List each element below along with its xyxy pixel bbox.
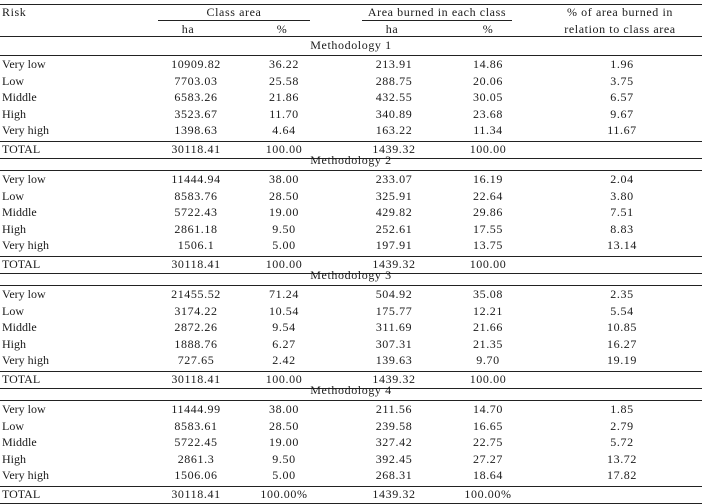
- table-cell: 17.82: [607, 468, 637, 482]
- total-cell: 100.00: [265, 371, 303, 386]
- table-cell: 5.00: [272, 238, 296, 252]
- table-row-label: Very low: [2, 172, 46, 186]
- header-ha-burned: ha: [385, 22, 399, 36]
- table-cell: 19.00: [269, 205, 299, 219]
- methodology-4-bottom-rule: [0, 503, 702, 504]
- total-cell: 1439.32: [372, 486, 416, 501]
- table-cell: 9.50: [272, 221, 296, 236]
- total-cell: 30118.41: [171, 256, 221, 271]
- total-cell: 30118.41: [171, 486, 221, 501]
- table-cell: 8583.76: [174, 188, 218, 203]
- table-cell: 16.27: [607, 336, 637, 351]
- table-row-label: Middle: [2, 90, 37, 104]
- table-cell: 2861.18: [174, 221, 218, 236]
- total-cell: 1439.32: [372, 141, 416, 156]
- table-cell: 5.00: [272, 468, 296, 482]
- table-cell: 5722.43: [174, 205, 218, 219]
- table-cell: 4.64: [272, 123, 296, 137]
- table-cell: 20.06: [473, 73, 503, 88]
- methodology-3-total-rule: [0, 371, 702, 372]
- table-row-label: Low: [2, 418, 24, 433]
- total-cell: 100.00%: [260, 486, 308, 501]
- table-cell: 30.05: [473, 90, 503, 104]
- table-cell: 268.31: [375, 468, 413, 482]
- table-cell: 392.45: [375, 451, 413, 466]
- table-cell: 1398.63: [174, 123, 218, 137]
- table-cell: 36.22: [269, 57, 299, 71]
- table-row-label: Middle: [2, 435, 37, 449]
- table-cell: 18.64: [473, 468, 503, 482]
- table-cell: 432.55: [375, 90, 413, 104]
- table-cell: 311.69: [375, 320, 413, 334]
- table-cell: 727.65: [177, 353, 215, 367]
- table-cell: 13.14: [607, 238, 637, 252]
- total-cell: 100.00: [265, 141, 303, 156]
- header-pct-class: %: [276, 22, 288, 36]
- table-cell: 23.68: [473, 106, 503, 121]
- table-row-label: Very high: [2, 238, 49, 252]
- table-cell: 307.31: [375, 336, 413, 351]
- total-row-label: TOTAL: [2, 256, 41, 271]
- table-row-label: Very high: [2, 468, 49, 482]
- total-cell: 30118.41: [171, 141, 221, 156]
- table-row-label: High: [2, 221, 26, 236]
- table-cell: 21455.52: [171, 287, 221, 301]
- total-row-label: TOTAL: [2, 371, 41, 386]
- total-cell: 100.00%: [464, 486, 512, 501]
- table-cell: 8.83: [610, 221, 634, 236]
- table-cell: 5722.45: [174, 435, 218, 449]
- methodology-4-title-rule: [0, 400, 702, 401]
- table-cell: 16.19: [473, 172, 503, 186]
- table-cell: 6.57: [610, 90, 634, 104]
- table-cell: 504.92: [375, 287, 413, 301]
- table-cell: 2.04: [610, 172, 634, 186]
- table-cell: 38.00: [269, 172, 299, 186]
- methodology-2-title: Methodology 2: [310, 153, 392, 167]
- table-cell: 29.86: [473, 205, 503, 219]
- table-row-label: High: [2, 336, 26, 351]
- methodology-1-title-rule: [0, 55, 702, 56]
- table-cell: 197.91: [375, 238, 413, 252]
- table-cell: 28.50: [269, 418, 299, 433]
- methodology-3-title: Methodology 3: [310, 268, 392, 282]
- table-row-label: Middle: [2, 205, 37, 219]
- table-cell: 1888.76: [174, 336, 218, 351]
- table-cell: 16.65: [473, 418, 503, 433]
- table-cell: 10.85: [607, 320, 637, 334]
- header-class-area: Class area: [206, 5, 262, 19]
- table-cell: 22.75: [473, 435, 503, 449]
- methodology-4-title: Methodology 4: [310, 383, 392, 397]
- header-bottom-rule: [0, 36, 702, 37]
- table-cell: 3174.22: [174, 303, 218, 318]
- table-cell: 429.82: [375, 205, 413, 219]
- total-cell: 100.00: [469, 256, 507, 271]
- header-area-burned: Area burned in each class: [367, 5, 507, 19]
- header-percent-burned-line1: % of area burned in: [566, 5, 674, 19]
- table-cell: 233.07: [375, 172, 413, 186]
- table-cell: 11.70: [269, 106, 299, 121]
- table-cell: 2.79: [610, 418, 634, 433]
- table-cell: 13.75: [473, 238, 503, 252]
- header-risk: Risk: [2, 5, 27, 19]
- table-cell: 13.72: [607, 451, 637, 466]
- table-cell: 2872.26: [174, 320, 218, 334]
- table-cell: 11444.94: [171, 172, 221, 186]
- table-cell: 213.91: [375, 57, 413, 71]
- table-cell: 2861.3: [177, 451, 215, 466]
- header-percent-burned-line2: relation to class area: [564, 22, 676, 36]
- table-cell: 175.77: [375, 303, 413, 318]
- table-cell: 6.27: [272, 336, 296, 351]
- table-cell: 12.21: [473, 303, 503, 318]
- total-row-label: TOTAL: [2, 486, 41, 501]
- table-cell: 71.24: [269, 287, 299, 301]
- methodology-1-title: Methodology 1: [310, 38, 392, 52]
- table-cell: 9.50: [272, 451, 296, 466]
- table-row-label: Low: [2, 73, 24, 88]
- table-cell: 10909.82: [171, 57, 221, 71]
- table-cell: 10.54: [269, 303, 299, 318]
- table-cell: 211.56: [375, 402, 413, 416]
- table-cell: 27.27: [473, 451, 503, 466]
- table-cell: 139.63: [375, 353, 413, 367]
- class-area-subrule: [158, 20, 310, 21]
- table-row-label: Very high: [2, 123, 49, 137]
- header-ha-class: ha: [181, 22, 195, 36]
- total-cell: 100.00: [469, 371, 507, 386]
- total-row-label: TOTAL: [2, 141, 41, 156]
- table-cell: 7.51: [610, 205, 634, 219]
- table-cell: 17.55: [473, 221, 503, 236]
- table-cell: 325.91: [375, 188, 413, 203]
- header-pct-burned: %: [482, 22, 494, 36]
- table-cell: 8583.61: [174, 418, 218, 433]
- table-cell: 6583.26: [174, 90, 218, 104]
- table-cell: 9.67: [610, 106, 634, 121]
- table-cell: 327.42: [375, 435, 413, 449]
- table-cell: 1.96: [610, 57, 634, 71]
- total-cell: 100.00: [265, 256, 303, 271]
- methodology-4-total-rule: [0, 486, 702, 487]
- table-row-label: Low: [2, 303, 24, 318]
- total-cell: 1439.32: [372, 256, 416, 271]
- table-cell: 14.86: [473, 57, 503, 71]
- table-cell: 21.35: [473, 336, 503, 351]
- table-row-label: Low: [2, 188, 24, 203]
- table-cell: 35.08: [473, 287, 503, 301]
- table-cell: 9.70: [476, 353, 500, 367]
- table-cell: 38.00: [269, 402, 299, 416]
- table-cell: 1.85: [610, 402, 634, 416]
- table-cell: 11.34: [473, 123, 503, 137]
- table-cell: 19.19: [607, 353, 637, 367]
- table-cell: 28.50: [269, 188, 299, 203]
- table-cell: 11444.99: [171, 402, 221, 416]
- table-cell: 1506.06: [174, 468, 218, 482]
- table-row-label: Very high: [2, 353, 49, 367]
- table-row-label: Very low: [2, 402, 46, 416]
- area-burned-subrule: [362, 20, 512, 21]
- table-cell: 21.66: [473, 320, 503, 334]
- table-cell: 340.89: [375, 106, 413, 121]
- table-cell: 5.72: [610, 435, 634, 449]
- table-cell: 163.22: [375, 123, 413, 137]
- table-cell: 2.35: [610, 287, 634, 301]
- table-cell: 2.42: [272, 353, 296, 367]
- table-cell: 14.70: [473, 402, 503, 416]
- table-cell: 252.61: [375, 221, 413, 236]
- table-row-label: High: [2, 451, 26, 466]
- total-cell: 1439.32: [372, 371, 416, 386]
- methodology-3-title-rule: [0, 285, 702, 286]
- table-cell: 11.67: [607, 123, 637, 137]
- table-cell: 3.80: [610, 188, 634, 203]
- table-cell: 239.58: [375, 418, 413, 433]
- table-cell: 3523.67: [174, 106, 218, 121]
- table-cell: 288.75: [375, 73, 413, 88]
- methodology-2-title-rule: [0, 170, 702, 171]
- table-cell: 1506.1: [177, 238, 215, 252]
- table-row-label: Middle: [2, 320, 37, 334]
- total-cell: 30118.41: [171, 371, 221, 386]
- methodology-2-total-rule: [0, 256, 702, 257]
- table-cell: 21.86: [269, 90, 299, 104]
- table-cell: 22.64: [473, 188, 503, 203]
- table-cell: 19.00: [269, 435, 299, 449]
- table-cell: 9.54: [272, 320, 296, 334]
- methodology-1-total-rule: [0, 141, 702, 142]
- table-row-label: Very low: [2, 287, 46, 301]
- table-row-label: Very low: [2, 57, 46, 71]
- table-cell: 3.75: [610, 73, 634, 88]
- table-cell: 5.54: [610, 303, 634, 318]
- table-row-label: High: [2, 106, 26, 121]
- total-cell: 100.00: [469, 141, 507, 156]
- table-cell: 7703.03: [174, 73, 218, 88]
- table-cell: 25.58: [269, 73, 299, 88]
